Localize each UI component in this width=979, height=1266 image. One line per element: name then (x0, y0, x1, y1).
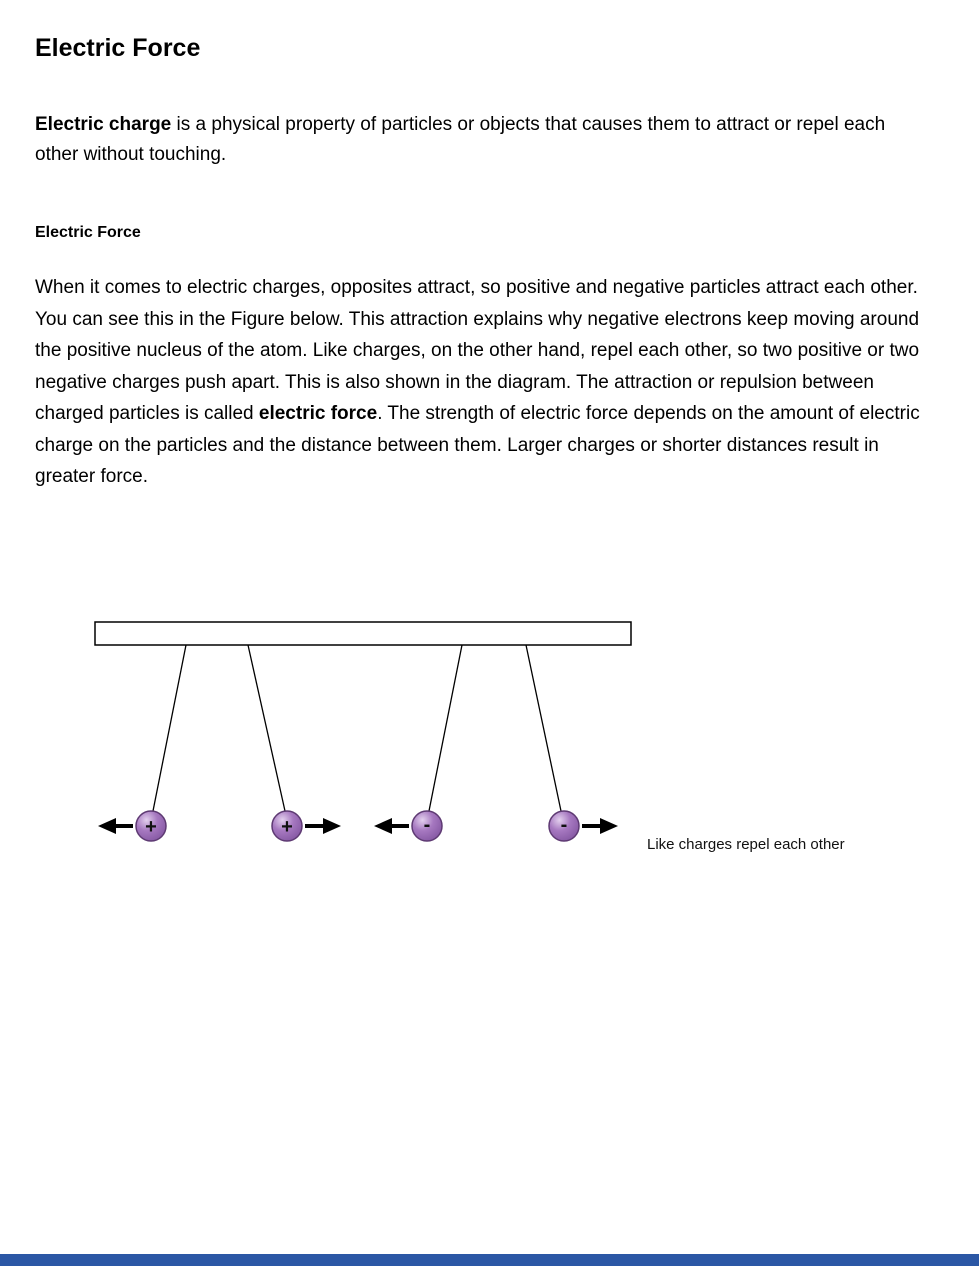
charge-sign-1: + (145, 816, 157, 839)
string-line-3 (429, 645, 462, 811)
string-line-1 (153, 645, 186, 811)
intro-lead-bold: Electric charge (35, 114, 172, 135)
string-line-2 (248, 645, 285, 811)
intro-text: is a physical property of particles or objects that causes them to attract or repel each other without touching. (35, 114, 886, 165)
page-title: Electric Force (35, 34, 201, 62)
charge-sign-2: + (281, 816, 293, 839)
charge-sign-4: - (560, 814, 568, 837)
force-arrow-left-1 (98, 818, 133, 834)
intro-paragraph (35, 110, 928, 170)
charge-sign-3: - (423, 814, 431, 837)
body-text-part1: When it comes to electric charges, opposites attract, so positive and negative particles attract each other. You can see this in the Figure below. This attraction explains why negative electrons keep moving around the positive nucleus of the atom. Like charges, on the other hand, repel each other, so two positive or two negative charges push apart. This is also shown in the diagram. The attraction or repulsion between charged particles is called (35, 277, 920, 424)
figure-caption: Like charges repel each other (647, 836, 845, 853)
footer-bar (0, 1254, 979, 1266)
body-bold-term: electric force (258, 403, 378, 424)
string-line-4 (526, 645, 561, 811)
force-arrow-right-2 (305, 818, 341, 834)
force-arrow-left-3 (374, 818, 409, 834)
section-heading: Electric Force (35, 224, 141, 241)
body-text-part2: . The strength of electric force depends on the amount of electric charge on the particles and the distance between them. Larger charges or shorter distances result in greater force. (35, 403, 920, 487)
force-arrow-right-4 (582, 818, 618, 834)
body-paragraph (35, 272, 928, 493)
support-bar (95, 622, 631, 645)
